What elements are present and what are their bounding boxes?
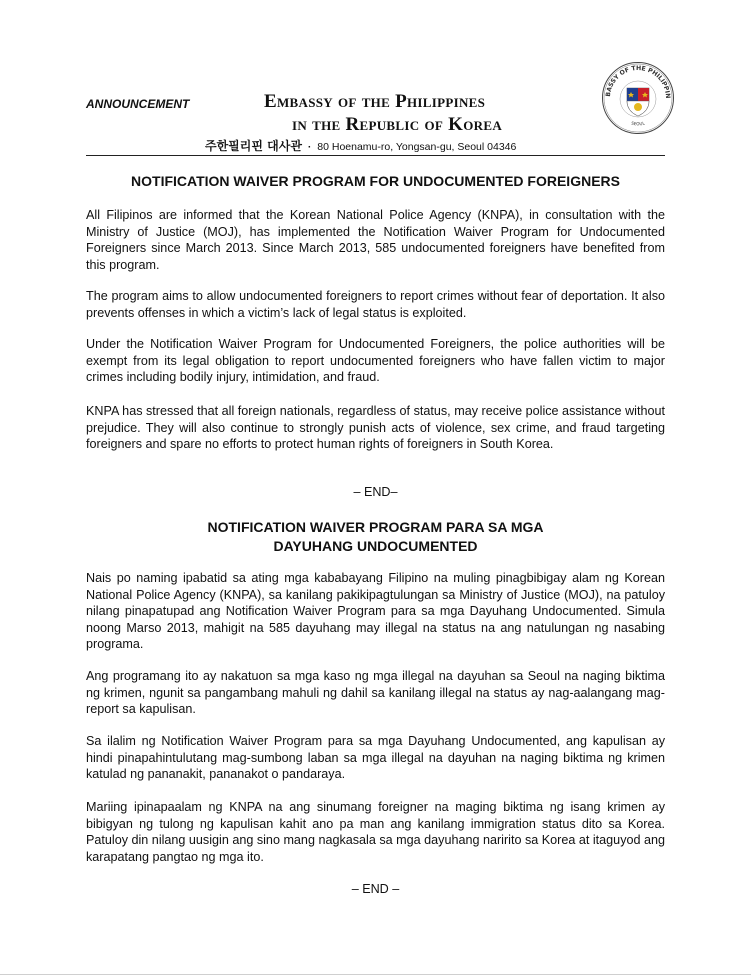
english-paragraph-4: KNPA has stressed that all foreign nationals, regardless of status, may receive police assistance without prejudice. They will also continue to strongly punish acts of violence, sex crime, and fraud targeting foreigners and spare no efforts to protect human rights of foreigners in South Korea. [86,404,665,452]
filipino-end-marker: – END – [351,882,400,896]
embassy-name-line1: Embassy of the Philippines [264,91,486,112]
english-paragraph-3: Under the Notification Waiver Program for Undocumented Foreigners, the police authorities will be exempt from its legal obligation to report undocumented foreigners who have fallen victim to major crimes including bodily injury, intimidation, and fraud. [86,337,665,385]
english-paragraph-1: All Filipinos are informed that the Korean National Police Agency (KNPA), in consultation with the Ministry of Justice (MOJ), has implemented the Notification Waiver Program for Undocumented Foreigners since March 2013. Since March 2013, 585 undocumented foreigners have benefited from this program. [86,208,665,272]
filipino-paragraph-3: Sa ilalim ng Notification Waiver Program para sa mga Dayuhang Undocumented, ang kapulisan ay hindi pinapahintulutang mag-sumbong laban sa mga illegal na dayuhan na naging biktima ng krimen katulad ng pananakit, pananakot o pandaraya. [86,734,665,782]
street-address: 80 Hoenamu-ro, Yongsan-gu, Seoul 04346 [317,141,517,153]
seal-bottom-text: SEOUL [630,120,646,127]
embassy-seal-icon [601,61,675,135]
seal-top-text: BASSY OF THE PHILIPPIN [604,64,672,99]
embassy-address [205,137,516,154]
english-title: NOTIFICATION WAIVER PROGRAM FOR UNDOCUMENTED FOREIGNERS [131,173,620,189]
header-divider [86,155,665,156]
filipino-title-line1: NOTIFICATION WAIVER PROGRAM PARA SA MGA [207,519,544,535]
page-bottom-border [0,974,751,975]
filipino-paragraph-2: Ang programang ito ay nakatuon sa mga kaso ng mga illegal na dayuhan sa Seoul na naging biktima ng krimen, ngunit sa pangambang mahuli ng dahil sa kanilang illegal na status ay nag-aalangang mag-report sa kapulisan. [86,669,665,717]
english-paragraph-2: The program aims to allow undocumented foreigners to report crimes without fear of deportation. It also prevents offenses in which a victim’s lack of legal status is exploited. [86,289,665,320]
filipino-paragraph-4: Mariing ipinapaalam ng KNPA na ang sinumang foreigner na maging biktima ng isang krimen ay bibigyan ng tulong ng kapulisan kahit ano pa man ang kanilang immigration status dito sa Korea. Patuloy din nilang uusigin ang sino mang nagkasala sa mga dayuhang naririto sa Korea at itaguyod ang karapatang pangtao ng mga ito. [86,800,666,864]
korean-embassy-name: 주한필리핀 대사관 [205,139,302,153]
address-separator: · [307,141,312,153]
filipino-paragraph-1: Nais po naming ipabatid sa ating mga kababayang Filipino na muling pinagbibigay alam ng Korean National Police Agency (KNPA), sa kanilang pakikipagtulungan sa Ministry of Justice (MOJ), na patuloy nilang pinapatupad ang Notification Waiver Program para sa mga Dayuhang Undocumented. Simula noong Marso 2013, mahigit na 585 dayuhang may illegal na status na ang natulungan ng nasabing programa. [86,571,665,652]
announcement-label: ANNOUNCEMENT [86,97,190,111]
embassy-name-line2: in the Republic of Korea [292,114,503,135]
english-end-marker: – END– [353,485,398,499]
filipino-title-line2: DAYUHANG UNDOCUMENTED [273,538,478,554]
